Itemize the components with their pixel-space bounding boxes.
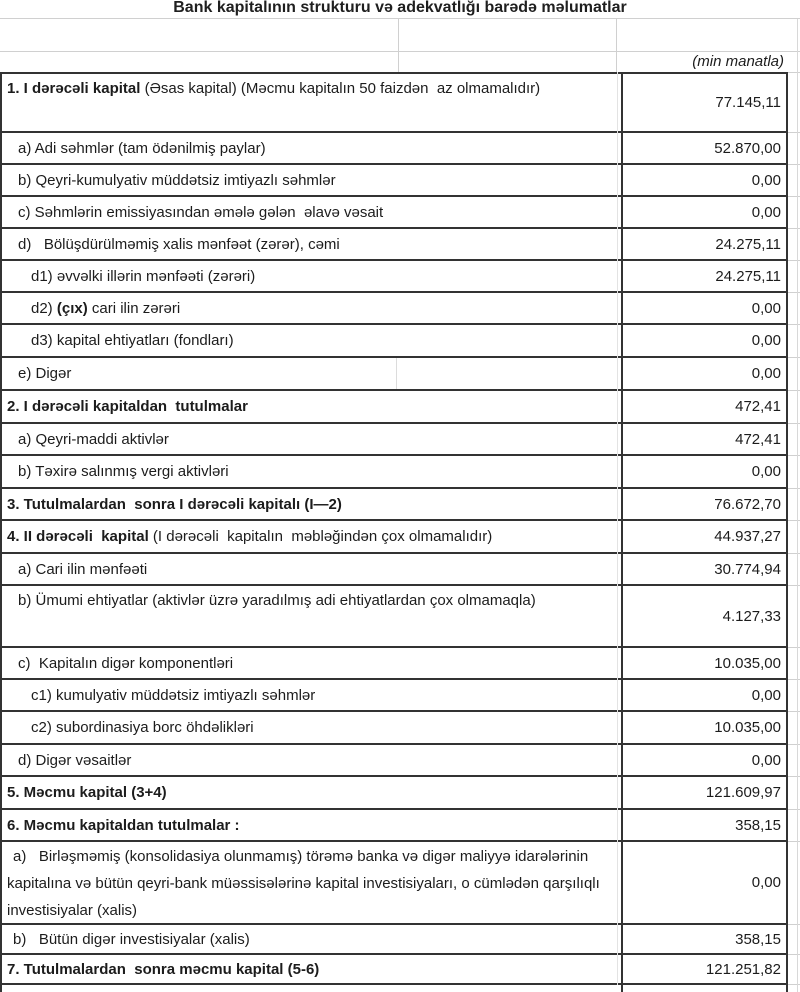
table-row [0,133,800,165]
grid-margin [788,925,800,955]
row-label: c2) subordinasiya borc öhdəlikləri [0,712,621,745]
header-spacer-row [0,19,800,52]
table-row [0,165,800,197]
grid-margin [788,810,800,842]
table-row [0,456,800,489]
label-text-bold: 1. I dərəcəli kapital [7,80,141,97]
grid-margin [788,842,800,925]
table-bottom-edge [0,985,800,992]
row-label [0,521,621,554]
row-value: 0,00 [621,197,788,229]
table-row [0,197,800,229]
row-label: b) Bütün digər investisiyalar (xalis) [0,925,621,955]
table-row [0,293,800,325]
label-text-bold: (çıx) [56,299,88,317]
row-label: d3) kapital ehtiyatları (fondları) [0,325,621,358]
row-label: d) Digər vəsaitlər [0,745,621,777]
table-row [0,955,800,985]
grid-margin [788,745,800,777]
table-row [0,648,800,680]
row-label: a) Qeyri-maddi aktivlər [0,424,621,456]
table-row [0,229,800,261]
table-row [0,72,800,133]
row-value: 121.251,82 [621,955,788,985]
label-text: d2) [31,299,57,317]
table-row [0,810,800,842]
grid-margin [788,489,800,521]
row-label: c1) kumulyativ müddətsiz imtiyazlı səhmlər [0,680,621,712]
unit-note-row [0,52,800,72]
row-label: e) Digər [0,358,621,391]
row-value: 10.035,00 [621,648,788,680]
grid-margin [788,358,800,391]
row-value: 52.870,00 [621,133,788,165]
grid-margin [788,165,800,197]
label-text: cari ilin zərəri [87,299,181,317]
row-label: c) Səhmlərin emissiyasından əmələ gələn əlavə vəsait [0,197,621,229]
table-row [0,489,800,521]
header-cell [0,52,399,72]
row-label: a) Cari ilin mənfəəti [0,554,621,586]
row-label [0,985,621,992]
table-row [0,554,800,586]
row-label [0,293,621,325]
label-text-bold: 2. I dərəcəli kapitaldan tutulmalar [7,398,248,415]
header-cell [399,19,617,51]
label-text-bold: 5. Məcmu kapital (3+4) [7,784,167,801]
row-value: 76.672,70 [621,489,788,521]
grid-margin [788,554,800,586]
row-value: 0,00 [621,842,788,925]
grid-margin [788,261,800,293]
header-cell [399,52,617,72]
row-label [0,777,621,810]
row-value: 44.937,27 [621,521,788,554]
row-label [0,810,621,842]
grid-margin [788,197,800,229]
row-label: a) Adi səhmlər (tam ödənilmiş paylar) [0,133,621,165]
row-label: b) Qeyri-kumulyativ müddətsiz imtiyazlı səhmlər [0,165,621,197]
table-row [0,586,800,648]
table-row [0,925,800,955]
header-cell [0,19,399,51]
label-text: (I dərəcəli kapitalın məbləğindən çox olmamalıdır) [148,528,493,545]
row-value: 121.609,97 [621,777,788,810]
label-text: (Əsas kapital) (Məcmu kapitalın 50 faizdən az olmamalıdır) [140,80,541,97]
table-row [0,842,800,925]
row-value: 0,00 [621,165,788,197]
row-label: b) Ümumi ehtiyatlar (aktivlər üzrə yaradılmış adi ehtiyatlardan çox olmamaqla) [0,586,621,648]
unit-note: (min manatla) [692,53,784,70]
row-value: 0,00 [621,325,788,358]
row-label: d1) əvvəlki illərin mənfəəti (zərəri) [0,261,621,293]
grid-margin [788,424,800,456]
row-label: c) Kapitalın digər komponentləri [0,648,621,680]
row-value: 30.774,94 [621,554,788,586]
grid-margin [788,712,800,745]
grid-margin [788,72,800,133]
row-label: a) Birləşməmiş (konsolidasiya olunmamış) törəmə banka və digər maliyyə idarələrinin kapitalına və bütün qeyri-bank müəssisələrinə kapital investisiyaları, o cümlədən qarşılıqlı investisiyalar (xalis) [0,842,621,925]
table-row [0,777,800,810]
row-value: 472,41 [621,424,788,456]
gridline-vertical [617,72,618,985]
row-label [0,489,621,521]
table-row [0,325,800,358]
report-title: Bank kapitalının strukturu və adekvatlığı barədə məlumatlar [173,0,627,16]
row-label [0,72,621,133]
table-row [0,391,800,424]
row-value: 24.275,11 [621,229,788,261]
row-value: 4.127,33 [621,586,788,648]
row-label [0,391,621,424]
table-row [0,680,800,712]
row-label: b) Təxirə salınmış vergi aktivləri [0,456,621,489]
grid-margin [788,229,800,261]
report-title-row [0,0,800,19]
table-row [0,745,800,777]
table-row [0,712,800,745]
header-cell [617,19,797,51]
table-row [0,358,800,391]
row-value: 0,00 [621,745,788,777]
table-row [0,521,800,554]
row-value: 358,15 [621,925,788,955]
grid-margin [788,680,800,712]
grid-margin [788,325,800,358]
grid-margin [788,133,800,165]
grid-margin [788,521,800,554]
row-label: d) Bölüşdürülməmiş xalis mənfəət (zərər), cəmi [0,229,621,261]
grid-margin [788,985,800,992]
row-value: 24.275,11 [621,261,788,293]
row-value: 0,00 [621,680,788,712]
label-text-bold: 3. Tutulmalardan sonra I dərəcəli kapitalı (I—2) [7,495,342,513]
row-value: 10.035,00 [621,712,788,745]
gridline-vertical [797,19,798,992]
table-row [0,261,800,293]
grid-margin [788,456,800,489]
grid-margin [788,293,800,325]
label-text-bold: 6. Məcmu kapitaldan tutulmalar : [7,816,240,834]
grid-margin [788,586,800,648]
row-value: 0,00 [621,358,788,391]
row-value: 472,41 [621,391,788,424]
row-value: 0,00 [621,293,788,325]
row-value [621,985,788,992]
row-label [0,955,621,985]
label-text-bold: 4. II dərəcəli kapital [7,528,149,545]
row-value: 77.145,11 [621,72,788,133]
grid-margin [788,955,800,985]
label-text-bold: 7. Tutulmalardan sonra məcmu kapital (5-6) [7,960,320,978]
row-value: 0,00 [621,456,788,489]
grid-margin [788,391,800,424]
grid-margin [788,648,800,680]
row-value: 358,15 [621,810,788,842]
grid-margin [788,777,800,810]
table-row [0,424,800,456]
